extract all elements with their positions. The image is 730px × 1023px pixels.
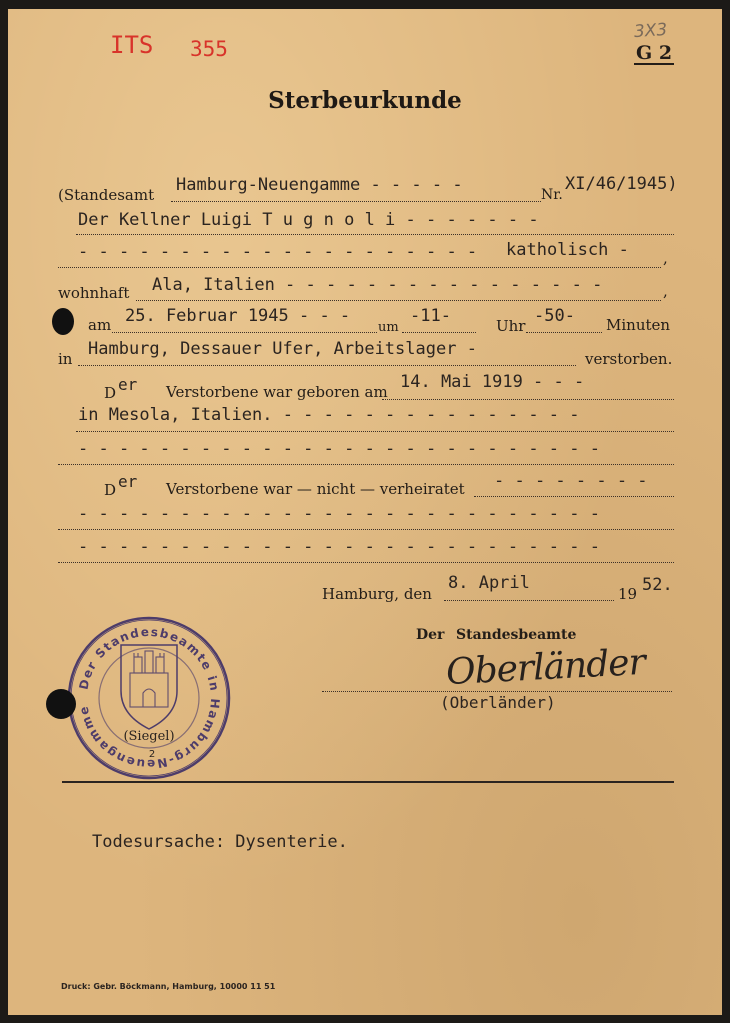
birth-er: er	[118, 375, 138, 394]
punch-hole-bottom	[46, 689, 76, 719]
birth-place-dotline	[76, 431, 674, 432]
registrar-label-der: Der	[416, 627, 445, 643]
death-am-label: am	[88, 316, 112, 334]
death-minutes: -50-	[534, 306, 575, 326]
office-name: Hamburg-Neuengamme - - - - -	[176, 175, 463, 195]
its-label: ITS	[110, 31, 154, 59]
death-place-dotline	[78, 365, 576, 366]
printer-imprint: Druck: Gebr. Böckmann, Hamburg, 10000 11 51	[61, 982, 276, 991]
birth-blank: - - - - - - - - - - - - - - - - - - - - - - - - - -	[78, 439, 600, 459]
registrar-label: Standesbeamte	[456, 627, 577, 643]
birth-date-dotline	[382, 399, 674, 400]
death-um-label: um	[378, 320, 399, 335]
death-date: 25. Februar 1945 - - -	[125, 306, 351, 326]
issue-date: 8. April	[448, 573, 530, 593]
death-in-label: in	[58, 350, 73, 368]
seal-siegel-label: (Siegel)	[123, 729, 175, 744]
birth-date: 14. Mai 1919 - - -	[400, 372, 585, 392]
marital-dotline	[474, 496, 674, 497]
marital-er: er	[118, 472, 138, 491]
pencil-note: 3X3	[633, 19, 668, 43]
birth-d: D	[104, 384, 117, 402]
section-divider	[62, 781, 674, 783]
marital-blank-dotline-2	[58, 562, 674, 563]
person-comma: ,	[663, 249, 668, 267]
registrar-signature: Oberländer	[445, 641, 646, 694]
its-number-stamp: 355	[190, 37, 228, 61]
death-date-dotline	[112, 332, 377, 333]
birth-place: in Mesola, Italien. - - - - - - - - - - - - - - -	[78, 405, 580, 425]
form-code: G 2	[636, 42, 673, 64]
seal-number: 2	[148, 749, 156, 760]
seal-castle-icon	[130, 651, 168, 707]
birth-blank-dotline	[58, 464, 674, 465]
office-dotline	[171, 201, 541, 202]
registrar-name: (Oberländer)	[440, 693, 556, 712]
birth-text: Verstorbene war geboren am	[166, 383, 388, 401]
residence-label: wohnhaft	[58, 284, 130, 302]
office-nr-label: Nr.	[541, 187, 563, 203]
person-line-2: - - - - - - - - - - - - - - - - - - - -	[78, 242, 478, 262]
residence-comma: ,	[663, 282, 668, 300]
person-religion: katholisch -	[506, 240, 629, 260]
seal-graphic	[64, 613, 234, 783]
residence-value: Ala, Italien - - - - - - - - - - - - - - - -	[152, 275, 603, 295]
office-prefix: (Standesamt	[58, 186, 155, 204]
issue-city: Hamburg, den	[322, 585, 432, 603]
document-title: Sterbeurkunde	[268, 87, 462, 114]
issue-date-dotline	[444, 600, 614, 601]
marital-text: Verstorbene war — nicht — verheiratet	[166, 480, 465, 498]
residence-dotline	[136, 300, 661, 301]
death-minutes-dotline	[526, 332, 602, 333]
official-seal	[64, 613, 234, 783]
marital-fill: - - - - - - - -	[494, 471, 648, 491]
its-stamp	[110, 31, 153, 59]
seal-legend: Der Standesbeamte in Hamburg-Neuengamme	[76, 624, 223, 772]
death-verstorben: verstorben.	[585, 350, 673, 368]
marital-d: D	[104, 481, 117, 499]
issue-century: 19	[618, 585, 638, 603]
death-place: Hamburg, Dessauer Ufer, Arbeitslager -	[88, 339, 477, 359]
person-line-1: Der Kellner Luigi T u g n o l i - - - - - - -	[78, 210, 539, 230]
punch-hole-top	[52, 308, 74, 335]
signature-dotline	[322, 691, 672, 692]
office-nr-value: XI/46/1945)	[565, 174, 678, 194]
death-uhr-label: Uhr	[496, 317, 526, 335]
marital-blank-2: - - - - - - - - - - - - - - - - - - - - - - - - - -	[78, 537, 600, 557]
cause-of-death: Todesursache: Dysenterie.	[92, 832, 348, 852]
person-dotline-2	[58, 267, 661, 268]
issue-year: 52.	[642, 575, 673, 595]
person-dotline-1	[76, 234, 674, 235]
death-certificate-card	[8, 9, 722, 1015]
death-hour: -11-	[410, 306, 451, 326]
death-hour-dotline	[402, 332, 476, 333]
seal-shield	[121, 645, 177, 729]
death-minuten-label: Minuten	[606, 316, 671, 334]
marital-blank-1: - - - - - - - - - - - - - - - - - - - - - - - - - -	[78, 504, 600, 524]
marital-blank-dotline-1	[58, 529, 674, 530]
